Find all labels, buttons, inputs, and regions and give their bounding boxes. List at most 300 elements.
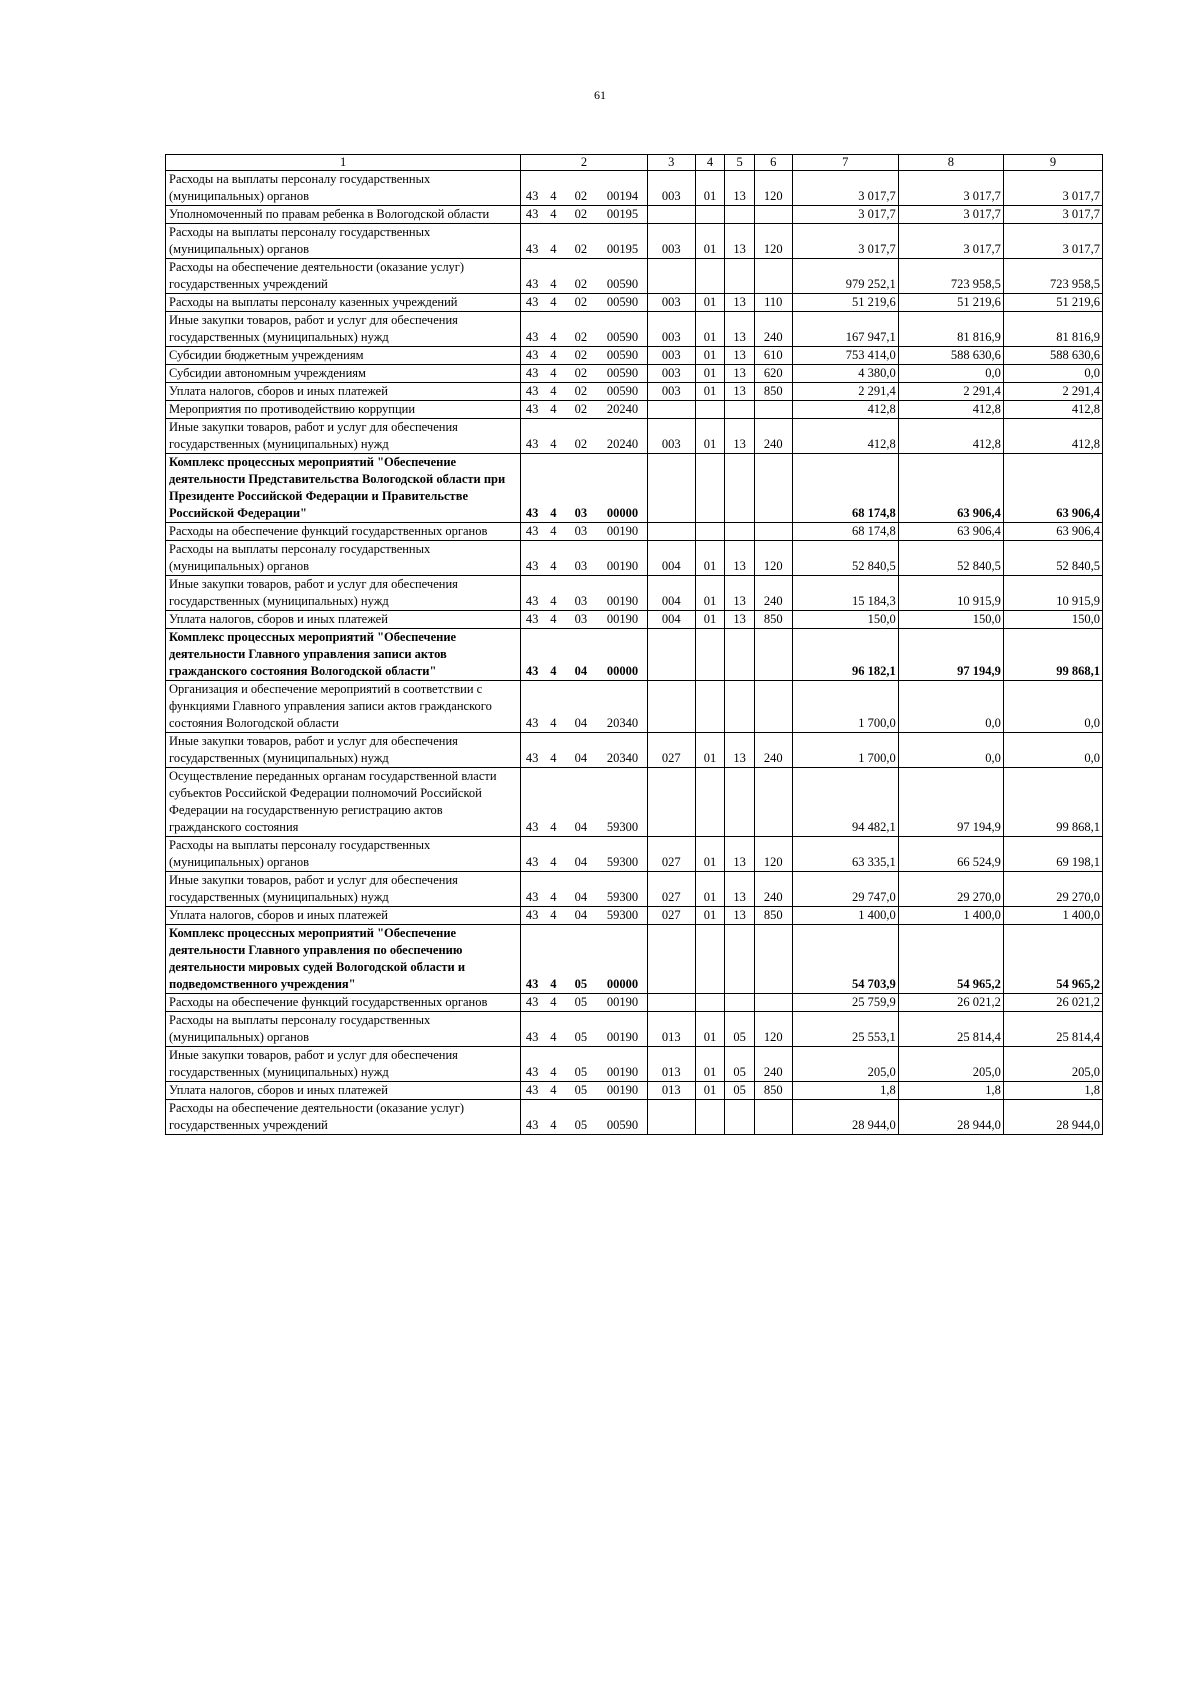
- col-3: 027: [647, 907, 695, 925]
- code-part: 03: [564, 541, 599, 576]
- value-col-7: 15 184,3: [792, 576, 898, 611]
- code-part: 00190: [598, 1082, 647, 1100]
- col-5: 13: [725, 611, 755, 629]
- code-part: 4: [543, 1047, 563, 1082]
- code-part: 00190: [598, 541, 647, 576]
- value-col-9: 0,0: [1003, 365, 1102, 383]
- value-col-7: 1,8: [792, 1082, 898, 1100]
- code-part: 43: [521, 733, 543, 768]
- code-part: 59300: [598, 768, 647, 837]
- code-part: 02: [564, 224, 599, 259]
- code-part: 02: [564, 383, 599, 401]
- col-6: 850: [754, 383, 792, 401]
- col-5: 13: [725, 872, 755, 907]
- code-part: 02: [564, 312, 599, 347]
- row-name: Уплата налогов, сборов и иных платежей: [166, 611, 521, 629]
- header-cell: 5: [725, 155, 755, 171]
- col-5: [725, 523, 755, 541]
- value-col-7: 63 335,1: [792, 837, 898, 872]
- value-col-9: 26 021,2: [1003, 994, 1102, 1012]
- row-name: Расходы на выплаты персоналу государственных (муниципальных) органов: [166, 541, 521, 576]
- value-col-7: 412,8: [792, 401, 898, 419]
- col-4: 01: [695, 294, 725, 312]
- code-part: 43: [521, 401, 543, 419]
- col-4: [695, 994, 725, 1012]
- code-part: 04: [564, 629, 599, 681]
- value-col-8: 25 814,4: [898, 1012, 1003, 1047]
- col-4: [695, 681, 725, 733]
- row-name: Комплекс процессных мероприятий "Обеспечение деятельности Представительства Вологодской области при Президенте Российской Федерации и Правительстве Российской Федерации": [166, 454, 521, 523]
- value-col-8: 0,0: [898, 733, 1003, 768]
- value-col-7: 753 414,0: [792, 347, 898, 365]
- col-3: 003: [647, 312, 695, 347]
- code-part: 4: [543, 576, 563, 611]
- col-4: 01: [695, 171, 725, 206]
- code-part: 59300: [598, 837, 647, 872]
- col-4: 01: [695, 312, 725, 347]
- col-5: 13: [725, 837, 755, 872]
- col-4: 01: [695, 541, 725, 576]
- code-part: 00590: [598, 383, 647, 401]
- value-col-7: 51 219,6: [792, 294, 898, 312]
- col-6: [754, 401, 792, 419]
- code-part: 4: [543, 294, 563, 312]
- code-part: 05: [564, 994, 599, 1012]
- code-part: 59300: [598, 872, 647, 907]
- col-3: 003: [647, 383, 695, 401]
- col-5: 13: [725, 312, 755, 347]
- value-col-8: 3 017,7: [898, 206, 1003, 224]
- col-5: 05: [725, 1082, 755, 1100]
- col-4: 01: [695, 611, 725, 629]
- col-4: 01: [695, 347, 725, 365]
- code-part: 4: [543, 523, 563, 541]
- col-4: 01: [695, 224, 725, 259]
- row-name: Расходы на выплаты персоналу государственных (муниципальных) органов: [166, 224, 521, 259]
- code-part: 43: [521, 872, 543, 907]
- code-part: 4: [543, 837, 563, 872]
- col-3: [647, 1100, 695, 1135]
- code-part: 4: [543, 401, 563, 419]
- code-part: 05: [564, 1100, 599, 1135]
- code-part: 4: [543, 541, 563, 576]
- code-part: 4: [543, 681, 563, 733]
- col-3: 003: [647, 365, 695, 383]
- code-part: 4: [543, 1012, 563, 1047]
- row-name: Осуществление переданных органам государственной власти субъектов Российской Федерации полномочий Российской Федерации на государственную регистрацию актов гражданского состояния: [166, 768, 521, 837]
- value-col-7: 3 017,7: [792, 206, 898, 224]
- value-col-9: 69 198,1: [1003, 837, 1102, 872]
- col-4: [695, 206, 725, 224]
- code-part: 43: [521, 1012, 543, 1047]
- col-6: 850: [754, 1082, 792, 1100]
- row-name: Расходы на выплаты персоналу государственных (муниципальных) органов: [166, 171, 521, 206]
- row-name: Уполномоченный по правам ребенка в Вологодской области: [166, 206, 521, 224]
- col-4: 01: [695, 1012, 725, 1047]
- col-6: 850: [754, 611, 792, 629]
- col-6: 120: [754, 224, 792, 259]
- code-part: 04: [564, 907, 599, 925]
- col-4: 01: [695, 1047, 725, 1082]
- value-col-7: 1 700,0: [792, 733, 898, 768]
- row-name: Расходы на выплаты персоналу государственных (муниципальных) органов: [166, 837, 521, 872]
- col-6: [754, 768, 792, 837]
- row-name: Иные закупки товаров, работ и услуг для обеспечения государственных (муниципальных) нужд: [166, 576, 521, 611]
- code-part: 00195: [598, 224, 647, 259]
- col-3: [647, 454, 695, 523]
- col-3: 004: [647, 541, 695, 576]
- code-part: 00590: [598, 259, 647, 294]
- col-5: 13: [725, 294, 755, 312]
- code-part: 00190: [598, 523, 647, 541]
- value-col-8: 412,8: [898, 419, 1003, 454]
- col-3: 013: [647, 1082, 695, 1100]
- code-part: 4: [543, 994, 563, 1012]
- value-col-9: 51 219,6: [1003, 294, 1102, 312]
- value-col-8: 3 017,7: [898, 171, 1003, 206]
- value-col-9: 10 915,9: [1003, 576, 1102, 611]
- code-part: 4: [543, 171, 563, 206]
- col-4: 01: [695, 365, 725, 383]
- value-col-8: 26 021,2: [898, 994, 1003, 1012]
- col-6: 850: [754, 907, 792, 925]
- value-col-8: 28 944,0: [898, 1100, 1003, 1135]
- value-col-9: 0,0: [1003, 681, 1102, 733]
- row-name: Расходы на обеспечение функций государственных органов: [166, 523, 521, 541]
- col-3: [647, 401, 695, 419]
- value-col-9: 2 291,4: [1003, 383, 1102, 401]
- code-part: 00590: [598, 365, 647, 383]
- code-part: 20340: [598, 733, 647, 768]
- col-5: 13: [725, 347, 755, 365]
- row-name: Расходы на выплаты персоналу казенных учреждений: [166, 294, 521, 312]
- code-part: 43: [521, 994, 543, 1012]
- code-part: 43: [521, 294, 543, 312]
- col-5: [725, 1100, 755, 1135]
- code-part: 05: [564, 1047, 599, 1082]
- code-part: 4: [543, 206, 563, 224]
- code-part: 00590: [598, 294, 647, 312]
- code-part: 4: [543, 925, 563, 994]
- row-name: Мероприятия по противодействию коррупции: [166, 401, 521, 419]
- code-part: 02: [564, 171, 599, 206]
- value-col-8: 10 915,9: [898, 576, 1003, 611]
- code-part: 43: [521, 347, 543, 365]
- code-part: 59300: [598, 907, 647, 925]
- code-part: 05: [564, 925, 599, 994]
- header-cell: 4: [695, 155, 725, 171]
- code-part: 43: [521, 1100, 543, 1135]
- value-col-7: 979 252,1: [792, 259, 898, 294]
- code-part: 00000: [598, 925, 647, 994]
- code-part: 05: [564, 1082, 599, 1100]
- value-col-8: 97 194,9: [898, 629, 1003, 681]
- value-col-9: 1 400,0: [1003, 907, 1102, 925]
- value-col-7: 4 380,0: [792, 365, 898, 383]
- code-part: 00000: [598, 629, 647, 681]
- col-5: [725, 681, 755, 733]
- col-4: [695, 454, 725, 523]
- code-part: 00190: [598, 1047, 647, 1082]
- row-name: Расходы на обеспечение деятельности (оказание услуг) государственных учреждений: [166, 1100, 521, 1135]
- code-part: 00195: [598, 206, 647, 224]
- col-5: 13: [725, 733, 755, 768]
- value-col-9: 3 017,7: [1003, 206, 1102, 224]
- col-3: 004: [647, 611, 695, 629]
- value-col-7: 94 482,1: [792, 768, 898, 837]
- code-part: 02: [564, 294, 599, 312]
- value-col-7: 25 553,1: [792, 1012, 898, 1047]
- value-col-9: 205,0: [1003, 1047, 1102, 1082]
- value-col-7: 29 747,0: [792, 872, 898, 907]
- col-4: 01: [695, 837, 725, 872]
- value-col-8: 29 270,0: [898, 872, 1003, 907]
- code-part: 43: [521, 681, 543, 733]
- code-part: 03: [564, 523, 599, 541]
- value-col-9: 412,8: [1003, 419, 1102, 454]
- row-name: Уплата налогов, сборов и иных платежей: [166, 907, 521, 925]
- code-part: 02: [564, 401, 599, 419]
- col-3: 003: [647, 294, 695, 312]
- value-col-9: 3 017,7: [1003, 171, 1102, 206]
- col-3: 027: [647, 872, 695, 907]
- header-cell: 9: [1003, 155, 1102, 171]
- col-5: 13: [725, 576, 755, 611]
- code-part: 43: [521, 541, 543, 576]
- col-6: 120: [754, 171, 792, 206]
- col-5: 13: [725, 365, 755, 383]
- col-3: 013: [647, 1047, 695, 1082]
- value-col-8: 52 840,5: [898, 541, 1003, 576]
- col-3: 027: [647, 733, 695, 768]
- header-cell: 8: [898, 155, 1003, 171]
- value-col-9: 28 944,0: [1003, 1100, 1102, 1135]
- row-name: Уплата налогов, сборов и иных платежей: [166, 383, 521, 401]
- col-5: [725, 454, 755, 523]
- col-6: 620: [754, 365, 792, 383]
- col-5: 05: [725, 1012, 755, 1047]
- code-part: 43: [521, 629, 543, 681]
- col-3: [647, 768, 695, 837]
- col-6: 240: [754, 576, 792, 611]
- value-col-7: 68 174,8: [792, 523, 898, 541]
- col-5: 13: [725, 171, 755, 206]
- value-col-7: 205,0: [792, 1047, 898, 1082]
- value-col-8: 66 524,9: [898, 837, 1003, 872]
- code-part: 03: [564, 576, 599, 611]
- row-name: Субсидии бюджетным учреждениям: [166, 347, 521, 365]
- code-part: 43: [521, 224, 543, 259]
- value-col-8: 1,8: [898, 1082, 1003, 1100]
- value-col-9: 3 017,7: [1003, 224, 1102, 259]
- code-part: 43: [521, 576, 543, 611]
- code-part: 4: [543, 1100, 563, 1135]
- value-col-9: 412,8: [1003, 401, 1102, 419]
- col-3: 003: [647, 419, 695, 454]
- value-col-7: 2 291,4: [792, 383, 898, 401]
- code-part: 02: [564, 419, 599, 454]
- header-cell: 6: [754, 155, 792, 171]
- row-name: Расходы на обеспечение функций государственных органов: [166, 994, 521, 1012]
- col-6: [754, 206, 792, 224]
- code-part: 43: [521, 523, 543, 541]
- code-part: 00000: [598, 454, 647, 523]
- value-col-9: 81 816,9: [1003, 312, 1102, 347]
- code-part: 43: [521, 611, 543, 629]
- row-name: Организация и обеспечение мероприятий в соответствии с функциями Главного управления записи актов гражданского состояния Вологодской области: [166, 681, 521, 733]
- value-col-8: 150,0: [898, 611, 1003, 629]
- col-5: 13: [725, 907, 755, 925]
- code-part: 02: [564, 206, 599, 224]
- col-6: 240: [754, 1047, 792, 1082]
- value-col-7: 96 182,1: [792, 629, 898, 681]
- code-part: 4: [543, 383, 563, 401]
- budget-table: [165, 154, 1103, 1135]
- code-part: 02: [564, 347, 599, 365]
- header-cell: 3: [647, 155, 695, 171]
- code-part: 4: [543, 312, 563, 347]
- row-name: Комплекс процессных мероприятий "Обеспечение деятельности Главного управления по обеспечению деятельности мировых судей Вологодской области и подведомственного учреждения": [166, 925, 521, 994]
- col-5: 13: [725, 383, 755, 401]
- col-4: [695, 523, 725, 541]
- code-part: 43: [521, 312, 543, 347]
- code-part: 4: [543, 872, 563, 907]
- code-part: 43: [521, 837, 543, 872]
- value-col-8: 51 219,6: [898, 294, 1003, 312]
- col-6: [754, 629, 792, 681]
- value-col-9: 99 868,1: [1003, 629, 1102, 681]
- col-4: 01: [695, 907, 725, 925]
- row-name: Иные закупки товаров, работ и услуг для обеспечения государственных (муниципальных) нужд: [166, 872, 521, 907]
- value-col-9: 99 868,1: [1003, 768, 1102, 837]
- code-part: 04: [564, 768, 599, 837]
- code-part: 20340: [598, 681, 647, 733]
- col-5: 13: [725, 541, 755, 576]
- value-col-8: 723 958,5: [898, 259, 1003, 294]
- col-5: [725, 401, 755, 419]
- value-col-8: 81 816,9: [898, 312, 1003, 347]
- code-part: 05: [564, 1012, 599, 1047]
- col-6: 110: [754, 294, 792, 312]
- col-5: [725, 259, 755, 294]
- col-4: [695, 629, 725, 681]
- row-name: Иные закупки товаров, работ и услуг для обеспечения государственных (муниципальных) нужд: [166, 312, 521, 347]
- col-4: 01: [695, 383, 725, 401]
- value-col-8: 63 906,4: [898, 454, 1003, 523]
- code-part: 43: [521, 768, 543, 837]
- value-col-9: 52 840,5: [1003, 541, 1102, 576]
- col-5: [725, 629, 755, 681]
- value-col-9: 588 630,6: [1003, 347, 1102, 365]
- col-4: [695, 768, 725, 837]
- col-4: 01: [695, 1082, 725, 1100]
- value-col-8: 63 906,4: [898, 523, 1003, 541]
- row-name: Расходы на обеспечение деятельности (оказание услуг) государственных учреждений: [166, 259, 521, 294]
- code-part: 20240: [598, 401, 647, 419]
- code-part: 4: [543, 259, 563, 294]
- code-part: 00190: [598, 611, 647, 629]
- col-6: 610: [754, 347, 792, 365]
- col-5: [725, 768, 755, 837]
- code-part: 43: [521, 171, 543, 206]
- value-col-7: 52 840,5: [792, 541, 898, 576]
- code-part: 00590: [598, 312, 647, 347]
- code-part: 43: [521, 1082, 543, 1100]
- header-cell: 7: [792, 155, 898, 171]
- col-3: [647, 206, 695, 224]
- col-4: [695, 401, 725, 419]
- value-col-8: 205,0: [898, 1047, 1003, 1082]
- col-3: 003: [647, 171, 695, 206]
- code-part: 04: [564, 872, 599, 907]
- col-4: 01: [695, 419, 725, 454]
- value-col-9: 723 958,5: [1003, 259, 1102, 294]
- code-part: 43: [521, 419, 543, 454]
- code-part: 20240: [598, 419, 647, 454]
- col-6: 120: [754, 1012, 792, 1047]
- col-3: 013: [647, 1012, 695, 1047]
- code-part: 43: [521, 259, 543, 294]
- value-col-7: 68 174,8: [792, 454, 898, 523]
- row-name: Иные закупки товаров, работ и услуг для обеспечения государственных (муниципальных) нужд: [166, 1047, 521, 1082]
- value-col-9: 0,0: [1003, 733, 1102, 768]
- code-part: 00190: [598, 576, 647, 611]
- col-5: [725, 206, 755, 224]
- code-part: 4: [543, 733, 563, 768]
- value-col-7: 3 017,7: [792, 171, 898, 206]
- code-part: 4: [543, 611, 563, 629]
- code-part: 00590: [598, 347, 647, 365]
- col-5: 13: [725, 419, 755, 454]
- row-name: Комплекс процессных мероприятий "Обеспечение деятельности Главного управления записи актов гражданского состояния Вологодской области": [166, 629, 521, 681]
- value-col-8: 0,0: [898, 365, 1003, 383]
- code-part: 02: [564, 259, 599, 294]
- code-part: 4: [543, 629, 563, 681]
- col-6: [754, 925, 792, 994]
- code-part: 4: [543, 224, 563, 259]
- row-name: Уплата налогов, сборов и иных платежей: [166, 1082, 521, 1100]
- value-col-9: 63 906,4: [1003, 454, 1102, 523]
- col-5: 13: [725, 224, 755, 259]
- col-6: 240: [754, 733, 792, 768]
- code-part: 00590: [598, 1100, 647, 1135]
- col-4: 01: [695, 576, 725, 611]
- value-col-8: 2 291,4: [898, 383, 1003, 401]
- col-4: 01: [695, 872, 725, 907]
- value-col-7: 167 947,1: [792, 312, 898, 347]
- code-part: 4: [543, 1082, 563, 1100]
- value-col-9: 1,8: [1003, 1082, 1102, 1100]
- col-4: 01: [695, 733, 725, 768]
- header-cell: 2: [521, 155, 648, 171]
- value-col-9: 29 270,0: [1003, 872, 1102, 907]
- col-6: [754, 523, 792, 541]
- value-col-7: 28 944,0: [792, 1100, 898, 1135]
- code-part: 43: [521, 383, 543, 401]
- value-col-9: 54 965,2: [1003, 925, 1102, 994]
- col-6: 240: [754, 872, 792, 907]
- col-6: 120: [754, 837, 792, 872]
- code-part: 4: [543, 347, 563, 365]
- col-6: [754, 1100, 792, 1135]
- col-4: [695, 925, 725, 994]
- row-name: Расходы на выплаты персоналу государственных (муниципальных) органов: [166, 1012, 521, 1047]
- code-part: 4: [543, 768, 563, 837]
- code-part: 02: [564, 365, 599, 383]
- col-3: [647, 681, 695, 733]
- col-6: [754, 994, 792, 1012]
- code-part: 43: [521, 925, 543, 994]
